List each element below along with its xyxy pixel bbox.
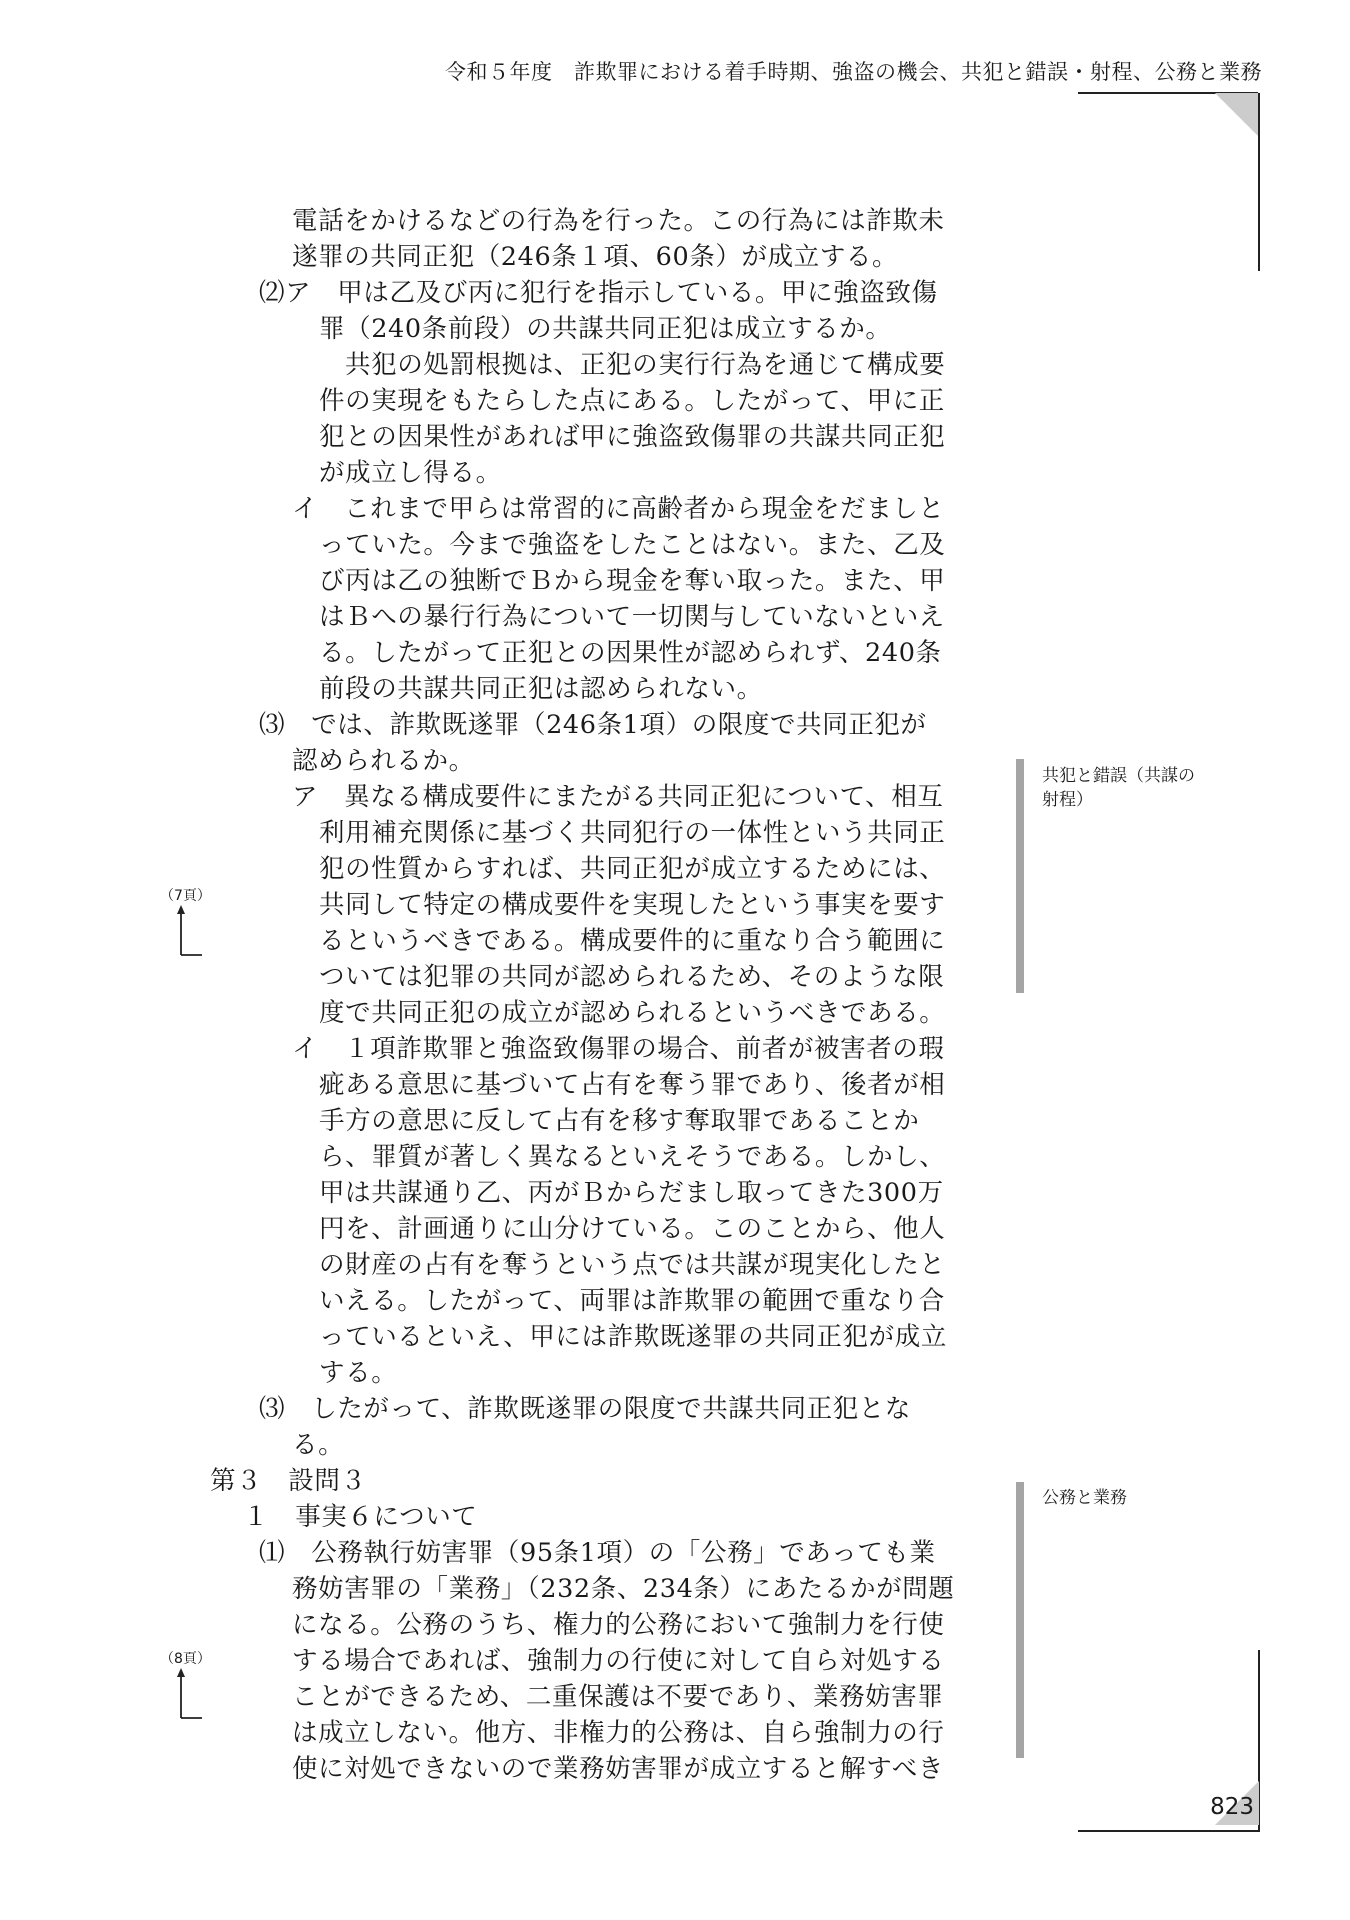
section-heading: 第３ 設問３ xyxy=(210,1466,367,1496)
text-line: イ これまで甲らは常習的に高齢者から現金をだましと xyxy=(292,494,945,524)
page-ref-arrow-icon xyxy=(176,1668,206,1722)
text-line: ⑴ 公務執行妨害罪（95条1項）の「公務」であっても業 xyxy=(259,1538,936,1568)
margin-note xyxy=(1042,1486,1127,1510)
text-line: 罪（240条前段）の共謀共同正犯は成立するか。 xyxy=(319,314,892,344)
text-line: 共同して特定の構成要件を実現したという事実を要す xyxy=(319,890,946,920)
text-line: 使に対処できないので業務妨害罪が成立すると解すべき xyxy=(292,1754,944,1784)
text-line: いえる。したがって、両罪は詐欺罪の範囲で重なり合 xyxy=(319,1286,945,1316)
text-line: ア 異なる構成要件にまたがる共同正犯について、相互 xyxy=(292,782,944,812)
text-line: 手方の意思に反して占有を移す奪取罪であることか xyxy=(319,1106,920,1136)
text-line: っていた。今まで強盗をしたことはない。また、乙及 xyxy=(319,530,946,560)
text-line: の財産の占有を奪うという点では共謀が現実化したと xyxy=(319,1250,946,1280)
text-line: する場合であれば、強制力の行使に対して自ら対処する xyxy=(292,1646,945,1676)
text-line: 件の実現をもたらした点にある。したがって、甲に正 xyxy=(319,386,945,416)
text-line: 犯の性質からすれば、共同正犯が成立するためには、 xyxy=(319,854,946,884)
text-line: っているといえ、甲には詐欺既遂罪の共同正犯が成立 xyxy=(319,1322,947,1352)
subsection-heading: １ 事実６について xyxy=(243,1502,478,1532)
margin-note-text: 射程） xyxy=(1042,790,1093,810)
text-line: イ １項詐欺罪と強盗致傷罪の場合、前者が被害者の瑕 xyxy=(292,1034,945,1064)
text-line: ⑶ では、詐欺既遂罪（246条1項）の限度で共同正犯が xyxy=(259,710,927,740)
text-line: 電話をかけるなどの行為を行った。この行為には詐欺未 xyxy=(292,206,945,236)
margin-note-bar xyxy=(1016,759,1024,993)
text-line: る。 xyxy=(292,1430,345,1460)
text-line: ついては犯罪の共同が認められるため、そのような限 xyxy=(319,962,945,992)
text-line: ことができるため、二重保護は不要であり、業務妨害罪 xyxy=(292,1682,944,1712)
page-ref-label: （7頁） xyxy=(160,888,211,904)
margin-rule-top xyxy=(1258,93,1260,271)
text-line: ら、罪質が著しく異なるといえそうである。しかし、 xyxy=(319,1142,946,1172)
footer-rule xyxy=(1078,1830,1260,1832)
margin-note-text: 公務と業務 xyxy=(1042,1488,1127,1508)
text-line: 前段の共謀共同正犯は認められない。 xyxy=(319,674,763,704)
text-line: は成立しない。他方、非権力的公務は、自ら強制力の行 xyxy=(292,1718,945,1748)
text-line: する。 xyxy=(319,1358,398,1388)
page-ref-label: （8頁） xyxy=(160,1651,211,1667)
margin-note-bar xyxy=(1016,1482,1024,1758)
text-line: ⑶ したがって、詐欺既遂罪の限度で共謀共同正犯とな xyxy=(259,1394,911,1424)
text-line: 円を、計画通りに山分けている。このことから、他人 xyxy=(319,1214,946,1244)
text-line: 甲は共謀通り乙、丙がＢからだまし取ってきた300万 xyxy=(319,1178,944,1208)
running-header: 令和５年度 詐欺罪における着手時期、強盗の機会、共犯と錯誤・射程、公務と業務 xyxy=(445,60,1262,84)
text-line: になる。公務のうち、権力的公務において強制力を行使 xyxy=(292,1610,945,1640)
text-line: 遂罪の共同正犯（246条１項、60条）が成立する。 xyxy=(292,242,899,272)
text-line: 度で共同正犯の成立が認められるというべきである。 xyxy=(319,998,946,1028)
text-line: 務妨害罪の「業務」（232条、234条）にあたるかが問題 xyxy=(292,1574,955,1604)
text-line: が成立し得る。 xyxy=(319,458,502,488)
text-line: 犯との因果性があれば甲に強盗致傷罪の共謀共同正犯 xyxy=(319,422,946,452)
margin-note xyxy=(1042,764,1195,812)
page-number: 823 xyxy=(1210,1794,1254,1820)
text-line: ⑵ア 甲は乙及び丙に犯行を指示している。甲に強盗致傷 xyxy=(259,278,938,308)
text-line: 認められるか。 xyxy=(292,746,475,776)
text-line: 共犯の処罰根拠は、正犯の実行行為を通じて構成要 xyxy=(345,350,946,380)
text-line: び丙は乙の独断でＢから現金を奪い取った。また、甲 xyxy=(319,566,946,596)
text-line: 疵ある意思に基づいて占有を奪う罪であり、後者が相 xyxy=(319,1070,946,1100)
text-line: る。したがって正犯との因果性が認められず、240条 xyxy=(319,638,942,668)
text-line: はＢへの暴行行為について一切関与していないといえ xyxy=(319,602,945,632)
margin-note-text: 共犯と錯誤（共謀の xyxy=(1042,766,1195,786)
page-ref-arrow-icon xyxy=(176,905,206,959)
page-corner-top xyxy=(1215,93,1259,137)
text-line: るというべきである。構成要件的に重なり合う範囲に xyxy=(319,926,946,956)
text-line: 利用補充関係に基づく共同犯行の一体性という共同正 xyxy=(319,818,946,848)
